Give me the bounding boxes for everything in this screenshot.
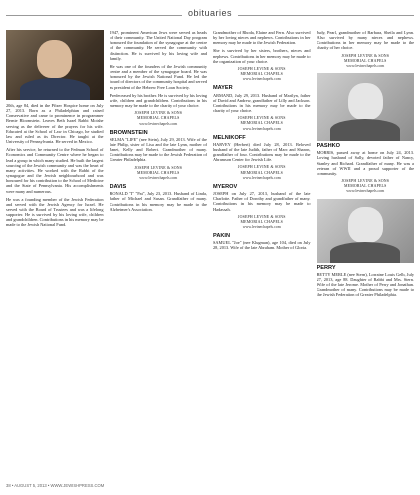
funeral-home-signature: JOSEPH LEVINE & SONS MEMORIAL CHAPELS xyxy=(134,165,183,175)
deceased-name: BROWNSTEIN xyxy=(109,129,148,136)
obituary-entry xyxy=(110,185,208,212)
obituary-entry xyxy=(110,30,208,61)
funeral-home-signature: JOSEPH LEVINE & SONS MEMORIAL CHAPELS xyxy=(237,66,286,77)
deceased-name: MELNIKOFF xyxy=(213,134,246,141)
obituary-entry xyxy=(317,30,415,51)
obituary-text: HARVEY (Herbert) died July 28, 2013. Beloved husband of the late Judith, father of Marc and Sharon, grandfather of four. Contributions may be made to the Abramson Center for Jewish Life. xyxy=(213,141,311,163)
funeral-home-signature: JOSEPH LEVINE & SONS MEMORIAL CHAPELS xyxy=(134,111,183,121)
page-footer: 38 • AUGUST 5, 2013 • WWW.JEWISHPRESS.COM xyxy=(6,483,105,488)
funeral-home-link[interactable]: www.levinechapels.com xyxy=(242,225,281,229)
obituary-entry xyxy=(213,30,311,45)
obituary-text: After his service, he returned to the Fedman School of Economics and Community Centre where he began to lead a group in which many studied. He built the largest sourcing of the Jewish community and was the heart of many activities. He worked with the Rabbi of the synagogue and the Jewish neighbourhood and was honoured for his contribution to the School of Medicine and the State of Pennsylvania. His accomplishments were many and numerous. xyxy=(6,147,104,194)
obituary-entry xyxy=(6,103,104,144)
section-title: obituaries xyxy=(182,8,238,18)
obituary-text: SAMUEL "Joe" (nee Klugman), age 104, died on July 28, 2013. Wife of the late Abraham. Mother of Gloria. xyxy=(213,240,311,251)
column-2 xyxy=(110,30,208,488)
obituary-entry xyxy=(317,266,415,298)
portrait-photo xyxy=(6,30,104,100)
obituary-text: 20th, age 84, died in the Pfizer Hospice home on July 27, 2013. Born as a Philadelphian and raised Conservative and came to prominence in programmer Bernie Bloomstein. Leaves Beth Israel Rabbi Moishe serving as the deliverer of the prayers for his wife. Educated at the School of Law in Chicago, he studied law and ruled as its Director. He taught at the University of Pennsylvania. He served in Mexico. xyxy=(6,103,104,145)
masthead xyxy=(6,6,414,26)
obituary-text: 1947, prominent American Jews were served as heads of their community. The United National Day program honoured the foundation of the synagogue at the centre of the community. He served the community with distinction. He is survived by his loving wife and family. xyxy=(109,30,207,61)
deceased-name: PERRY xyxy=(316,264,336,271)
obituary-text: JOSEPH on July 27, 2013, husband of the late Charlotte. Father of Dorothy and grandfather of many. Contributions in his memory may be made to Hadassah. xyxy=(213,191,311,212)
portrait-photo xyxy=(317,73,415,141)
obituary-entry xyxy=(213,234,311,250)
obituary-entry xyxy=(317,144,415,176)
obituary-text: He was one of the founders of the Jewish community centre and a member of the synagogue board. He was honoured by the Jewish National Fund. He led the board of directors of the community hospital and served as president of the Hebrew Free Loan Society. xyxy=(109,63,207,90)
deceased-name: PAKIN xyxy=(213,233,230,240)
funeral-home-link[interactable]: www.levinechapels.com xyxy=(346,63,385,68)
obituary-entry xyxy=(213,185,311,212)
obituary-entry xyxy=(6,147,104,193)
column-4 xyxy=(317,30,415,488)
obituary-text: SELMA "LIFE" (nee Stein), July 29, 2013. Wife of the late Philip, sister of Lisa and the late Lynn, mother of Janet, Kelly and Robert. Grandmother of many. Contributions may be made to the Jewish Federation of Greater Philadelphia. xyxy=(109,136,207,163)
obituary-entry xyxy=(110,93,208,108)
obituary-columns xyxy=(6,30,414,488)
funeral-home-link[interactable]: www.levinechapels.com xyxy=(242,77,281,82)
obituary-entry xyxy=(110,64,208,90)
funeral-home-link[interactable]: www.levinechapels.com xyxy=(242,126,281,131)
portrait-photo xyxy=(317,199,415,263)
deceased-name: DAVIS xyxy=(109,184,127,191)
obituary-text: ARMAND, July 29, 2013. Husband of Marilyn, father of David and Andrew, grandfather of Lilly and Jackson. Contributions in his memory may be made to the charity of your choice. xyxy=(213,92,311,114)
column-1 xyxy=(6,30,104,488)
obituary-text: Predeceased by his brother. He is survived by his loving wife, children and grandchildren. Contributions in his memory may be made to the charity of your choice. xyxy=(109,92,207,109)
funeral-home-signature: JOSEPH LEVINE & SONS MEMORIAL CHAPELS xyxy=(341,179,390,189)
funeral-home-signature: JOSEPH LEVINE & SONS MEMORIAL CHAPELS xyxy=(237,165,286,175)
deceased-name: MYEROV xyxy=(213,183,238,190)
obituary-entry xyxy=(213,48,311,63)
obituary-entry xyxy=(213,136,311,163)
deceased-name: PASHKO xyxy=(316,143,341,150)
obituary-text: Judy, Pearl, grandmother of Barbara, Sheila and Lynn. Also survived by many nieces and nephews. Contributions in her memory may be made to the charity of her choice. xyxy=(316,30,414,51)
obituary-text: RONALD "I" "Pat", July 23, 2013. Husband of Linda, father of Michael and Susan. Grandfather of many. Contributions in his memory may be made to the Alzheimer's Association. xyxy=(109,191,207,212)
obituary-text: Grandmother of Rhoda, Elaine and Fern. Also survived by her loving nieces and nephews. Contributions in her memory may be made to the Jewish Federation. xyxy=(213,30,311,46)
funeral-home-signature: JOSEPH LEVINE & SONS MEMORIAL CHAPELS xyxy=(341,53,390,63)
obituary-entry xyxy=(213,86,311,113)
funeral-home-signature: JOSEPH LEVINE & SONS MEMORIAL CHAPELS xyxy=(237,214,286,224)
funeral-home-link[interactable]: www.levinechapels.com xyxy=(139,121,178,126)
funeral-home-link[interactable]: www.levinechapels.com xyxy=(242,175,281,180)
column-3 xyxy=(213,30,311,488)
funeral-home-signature: JOSEPH LEVINE & SONS MEMORIAL CHAPELS xyxy=(237,116,286,126)
obituary-text: MORRIS, passed away at home on July 24, 2013. Loving husband of Sally, devoted father of Nancy, Stanley and Richard. Grandfather of many. He was a veteran of WWII and a proud supporter of the community. xyxy=(316,150,414,176)
obituary-text: He was a founding member of the Jewish Federation and served with the Jewish Agency for Israel. He served with the Board of Trustees and was a lifelong supporter. He is survived by his loving wife, children and grandchildren. Contributions in his memory may be made to the Jewish National Fund. xyxy=(6,196,104,228)
funeral-home-link[interactable]: www.levinechapels.com xyxy=(346,189,385,194)
obituary-text: She is survived by her sisters, brothers, nieces and nephews. Contributions in her memory may be made to the organization of your choice. xyxy=(213,48,311,64)
funeral-home-link[interactable]: www.levinechapels.com xyxy=(139,175,178,180)
obituary-entry xyxy=(6,197,104,228)
deceased-name: MAYER xyxy=(213,85,233,92)
obituary-entry xyxy=(110,131,208,163)
obituary-text: BETTY MERLE (nee Stern), Lorraine Louis Gelb, July 27, 2013, age 88. Daughter of Rabbi and Mrs. Stern. Wife of the late Jerome. Mother of Perry and Jonathan. Grandmother of many. Contributions may be made to the Jewish Federation of Greater Philadelphia. xyxy=(316,271,414,298)
